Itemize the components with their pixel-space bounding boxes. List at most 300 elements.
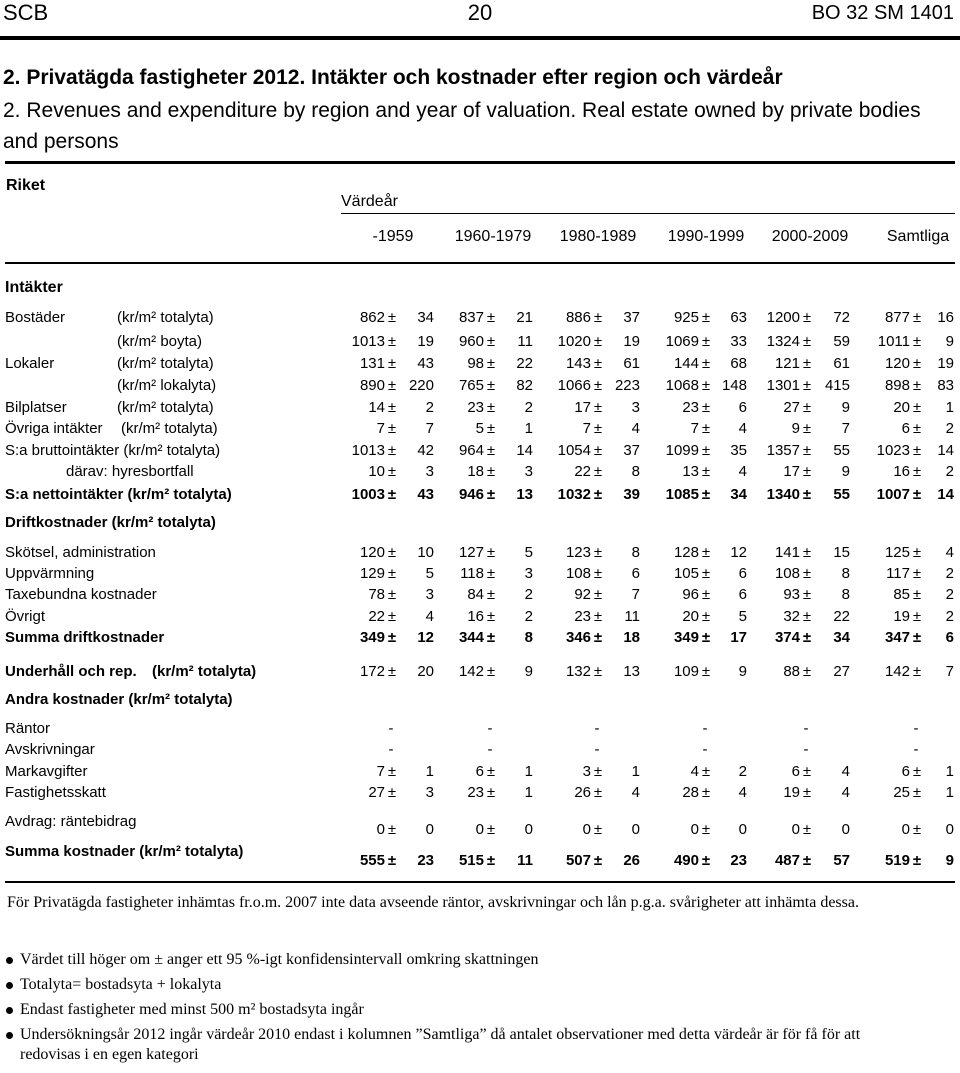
confidence-interval: 13: [623, 663, 640, 680]
plus-minus-sign: ±: [486, 821, 496, 838]
cell-value: 108: [774, 565, 800, 582]
cell-value: 4: [690, 763, 699, 780]
cell-value: 14: [368, 399, 385, 416]
cell-value: 28: [682, 784, 699, 801]
cell-value: 23: [467, 399, 484, 416]
plus-minus-sign: ±: [701, 852, 711, 869]
cell-value: 0: [376, 821, 385, 838]
row-label: Avdrag: räntebidrag: [5, 813, 137, 830]
cell-value: 0: [475, 821, 484, 838]
confidence-interval: 1: [945, 763, 954, 780]
cell-value: 1011: [877, 333, 910, 350]
plus-minus-sign: ±: [593, 463, 603, 480]
plus-minus-sign: ±: [912, 355, 922, 372]
cell-value: 144: [673, 355, 699, 372]
plus-minus-sign: ±: [387, 377, 397, 394]
plus-minus-sign: ±: [486, 763, 496, 780]
cell-value: 1054: [557, 442, 591, 459]
cell-value: 7: [582, 420, 591, 437]
cell-value: 121: [774, 355, 800, 372]
confidence-interval: 14: [937, 486, 954, 503]
cell-value: 10: [368, 463, 385, 480]
confidence-interval: 18: [623, 629, 640, 646]
cell-value: -: [594, 720, 600, 737]
cell-value: 837: [458, 309, 484, 326]
confidence-interval: 42: [417, 442, 434, 459]
row-unit: (kr/m² boyta): [117, 333, 203, 350]
confidence-interval: 7: [945, 663, 954, 680]
cell-value: 98: [467, 355, 484, 372]
cell-value: -: [388, 720, 394, 737]
table-row: [0, 813, 960, 840]
plus-minus-sign: ±: [701, 663, 711, 680]
confidence-interval: 0: [524, 821, 533, 838]
other-costs-heading: Andra kostnader (kr/m² totalyta): [5, 691, 233, 708]
cell-value: 17: [574, 399, 591, 416]
confidence-interval: 9: [841, 399, 850, 416]
row-unit: (kr/m² totalyta): [117, 355, 214, 372]
confidence-interval: 11: [517, 333, 533, 350]
cell-value: 487: [774, 852, 800, 869]
table-row: [0, 740, 960, 760]
confidence-interval: 3: [631, 399, 640, 416]
confidence-interval: 3: [524, 565, 533, 582]
cell-value: 27: [368, 784, 385, 801]
plus-minus-sign: ±: [387, 629, 397, 646]
plus-minus-sign: ±: [486, 544, 496, 561]
cell-value: 32: [783, 608, 800, 625]
confidence-interval: 415: [824, 377, 850, 394]
cell-value: 131: [359, 355, 385, 372]
cell-value: 6: [901, 763, 910, 780]
confidence-interval: 21: [516, 309, 533, 326]
cell-value: 890: [359, 377, 385, 394]
cell-value: 125: [884, 544, 910, 561]
plus-minus-sign: ±: [387, 442, 397, 459]
cell-value: -: [803, 741, 809, 758]
confidence-interval: 68: [730, 355, 747, 372]
confidence-interval: 2: [945, 608, 954, 625]
row-unit: (kr/m² totalyta): [117, 399, 214, 416]
cell-value: 142: [884, 663, 910, 680]
cell-value: -: [913, 741, 919, 758]
plus-minus-sign: ±: [701, 355, 711, 372]
plus-minus-sign: ±: [912, 852, 922, 869]
cell-value: 0: [901, 821, 910, 838]
confidence-interval: 6: [738, 586, 747, 603]
confidence-interval: 4: [631, 784, 640, 801]
column-header: 1980-1989: [559, 228, 637, 245]
plus-minus-sign: ±: [387, 399, 397, 416]
plus-minus-sign: ±: [486, 586, 496, 603]
row-label: Övriga intäkter: [5, 420, 103, 437]
plus-minus-sign: ±: [701, 463, 711, 480]
plus-minus-sign: ±: [802, 629, 812, 646]
table-row: [0, 843, 960, 871]
confidence-interval: 8: [631, 544, 640, 561]
confidence-interval: 12: [730, 544, 747, 561]
plus-minus-sign: ±: [486, 852, 496, 869]
plus-minus-sign: ±: [387, 333, 397, 350]
cell-value: 507: [565, 852, 591, 869]
plus-minus-sign: ±: [802, 420, 812, 437]
plus-minus-sign: ±: [486, 420, 496, 437]
cell-value: 344: [458, 629, 484, 646]
confidence-interval: 55: [833, 486, 850, 503]
cell-value: 765: [458, 377, 484, 394]
header-rule: [0, 36, 960, 40]
cell-value: 78: [368, 586, 385, 603]
plus-minus-sign: ±: [486, 355, 496, 372]
column-header: -1959: [372, 228, 414, 245]
report-id: BO 32 SM 1401: [811, 2, 954, 24]
plus-minus-sign: ±: [593, 355, 603, 372]
confidence-interval: 1: [524, 763, 533, 780]
cell-value: 20: [893, 399, 910, 416]
plus-minus-sign: ±: [593, 608, 603, 625]
plus-minus-sign: ±: [701, 565, 711, 582]
plus-minus-sign: ±: [701, 486, 711, 503]
row-label: Lokaler: [5, 355, 55, 372]
cell-value: 1099: [665, 442, 699, 459]
note-text: Värdet till höger om ± anger ett 95 %-igt konfidensintervall omkring skattningen: [20, 951, 539, 968]
cell-value: 108: [565, 565, 591, 582]
confidence-interval: 1: [945, 784, 954, 801]
cell-value: 18: [467, 463, 484, 480]
cell-value: 123: [565, 544, 591, 561]
confidence-interval: 6: [631, 565, 640, 582]
cell-value: 17: [783, 463, 800, 480]
confidence-interval: 72: [833, 309, 850, 326]
confidence-interval: 23: [417, 852, 434, 869]
cell-value: 925: [673, 309, 699, 326]
cell-value: 128: [673, 544, 699, 561]
plus-minus-sign: ±: [486, 463, 496, 480]
cell-value: -: [594, 741, 600, 758]
cell-value: 1066: [557, 377, 591, 394]
table-row: [0, 398, 960, 418]
confidence-interval: 9: [945, 852, 954, 869]
cell-value: -: [803, 720, 809, 737]
cell-value: 27: [783, 399, 800, 416]
cell-value: 0: [791, 821, 800, 838]
cell-value: 877: [884, 309, 910, 326]
confidence-interval: 2: [945, 586, 954, 603]
confidence-interval: 33: [730, 333, 747, 350]
confidence-interval: 2: [945, 463, 954, 480]
cell-value: 26: [574, 784, 591, 801]
confidence-interval: 61: [623, 355, 640, 372]
plus-minus-sign: ±: [802, 586, 812, 603]
plus-minus-sign: ±: [486, 784, 496, 801]
confidence-interval: 9: [841, 463, 850, 480]
confidence-interval: 2: [945, 565, 954, 582]
row-label: Skötsel, administration: [5, 544, 156, 561]
plus-minus-sign: ±: [387, 763, 397, 780]
plus-minus-sign: ±: [701, 763, 711, 780]
note-text: Endast fastigheter med minst 500 m² bostadsyta ingår: [20, 1001, 364, 1018]
plus-minus-sign: ±: [387, 355, 397, 372]
plus-minus-sign: ±: [486, 442, 496, 459]
plus-minus-sign: ±: [387, 463, 397, 480]
table-row: [0, 354, 960, 374]
confidence-interval: 59: [833, 333, 850, 350]
cell-value: 19: [893, 608, 910, 625]
row-label: S:a bruttointäkter (kr/m² totalyta): [5, 442, 221, 459]
cell-value: 349: [359, 629, 385, 646]
plus-minus-sign: ±: [593, 442, 603, 459]
row-label: S:a nettointäkter (kr/m² totalyta): [5, 486, 232, 503]
plus-minus-sign: ±: [387, 544, 397, 561]
page-number: 20: [467, 0, 493, 25]
plus-minus-sign: ±: [802, 763, 812, 780]
column-header: Samtliga: [886, 228, 950, 245]
cell-value: 1013: [351, 442, 385, 459]
cell-value: 105: [673, 565, 699, 582]
cell-value: 347: [884, 629, 910, 646]
confidence-interval: 8: [524, 629, 533, 646]
plus-minus-sign: ±: [486, 399, 496, 416]
plus-minus-sign: ±: [802, 852, 812, 869]
header-bottom-rule: [5, 262, 955, 264]
cell-value: 1069: [665, 333, 699, 350]
row-label: därav: hyresbortfall: [66, 463, 194, 480]
plus-minus-sign: ±: [802, 821, 812, 838]
note-text: Undersökningsår 2012 ingår värdeår 2010 endast i kolumnen ”Samtliga” då antalet observationer med detta värdeår är för få för att redovisas i en egen kategori: [20, 1026, 861, 1063]
confidence-interval: 43: [417, 486, 434, 503]
table-row: [0, 485, 960, 505]
cell-value: 16: [893, 463, 910, 480]
cell-value: 1023: [876, 442, 910, 459]
plus-minus-sign: ±: [701, 586, 711, 603]
column-group-rule: [341, 213, 955, 214]
note-text: Totalyta= bostadsyta + lokalyta: [20, 976, 222, 993]
plus-minus-sign: ±: [802, 333, 812, 350]
plus-minus-sign: ±: [387, 309, 397, 326]
cell-value: 1085: [665, 486, 699, 503]
cell-value: 7: [376, 763, 385, 780]
confidence-interval: 3: [425, 586, 434, 603]
confidence-interval: 4: [738, 420, 747, 437]
cell-value: -: [702, 720, 708, 737]
confidence-interval: 4: [738, 463, 747, 480]
confidence-interval: 2: [945, 420, 954, 437]
confidence-interval: 0: [425, 821, 434, 838]
bullet-icon: [6, 1032, 13, 1039]
plus-minus-sign: ±: [701, 377, 711, 394]
confidence-interval: 9: [738, 663, 747, 680]
confidence-interval: 13: [516, 486, 533, 503]
plus-minus-sign: ±: [593, 544, 603, 561]
confidence-interval: 12: [417, 629, 434, 646]
confidence-interval: 220: [408, 377, 434, 394]
cell-value: 515: [458, 852, 484, 869]
plus-minus-sign: ±: [802, 463, 812, 480]
confidence-interval: 19: [623, 333, 640, 350]
plus-minus-sign: ±: [701, 399, 711, 416]
plus-minus-sign: ±: [593, 377, 603, 394]
table-row: [0, 332, 960, 352]
cell-value: 862: [359, 309, 385, 326]
confidence-interval: 5: [738, 608, 747, 625]
table-row: [0, 543, 960, 563]
confidence-interval: 57: [833, 852, 850, 869]
cell-value: 117: [886, 565, 910, 582]
plus-minus-sign: ±: [912, 629, 922, 646]
confidence-interval: 7: [631, 586, 640, 603]
cell-value: 1200: [766, 309, 800, 326]
plus-minus-sign: ±: [912, 442, 922, 459]
cell-value: 96: [682, 586, 699, 603]
cell-value: 22: [368, 608, 385, 625]
confidence-interval: 15: [833, 544, 850, 561]
confidence-interval: 9: [945, 333, 954, 350]
table-row: [0, 783, 960, 803]
cell-value: 129: [359, 565, 385, 582]
cell-value: -: [702, 741, 708, 758]
table-row: [0, 564, 960, 584]
cell-value: 16: [467, 608, 484, 625]
confidence-interval: 6: [738, 399, 747, 416]
confidence-interval: 37: [623, 309, 640, 326]
plus-minus-sign: ±: [593, 763, 603, 780]
confidence-interval: 9: [524, 663, 533, 680]
plus-minus-sign: ±: [593, 663, 603, 680]
cell-value: 172: [359, 663, 385, 680]
cell-value: 1020: [557, 333, 591, 350]
plus-minus-sign: ±: [701, 309, 711, 326]
plus-minus-sign: ±: [387, 586, 397, 603]
cell-value: 120: [359, 544, 385, 561]
plus-minus-sign: ±: [387, 420, 397, 437]
confidence-interval: 223: [614, 377, 640, 394]
plus-minus-sign: ±: [912, 784, 922, 801]
row-unit: (kr/m² lokalyta): [117, 377, 217, 394]
confidence-interval: 2: [524, 399, 533, 416]
table-row: [0, 628, 960, 648]
cell-value: 5: [475, 420, 484, 437]
table-bottom-rule: [5, 881, 955, 883]
cell-value: 20: [682, 608, 699, 625]
plus-minus-sign: ±: [593, 629, 603, 646]
operating-costs-heading: Driftkostnader (kr/m² totalyta): [5, 514, 216, 531]
row-unit: (kr/m² totalyta): [121, 420, 218, 437]
cell-value: 19: [783, 784, 800, 801]
row-unit: (kr/m² totalyta): [117, 309, 214, 326]
table-row: [0, 585, 960, 605]
cell-value: 349: [673, 629, 699, 646]
table-top-rule: [5, 161, 955, 164]
cell-value: 6: [901, 420, 910, 437]
confidence-interval: 26: [623, 852, 640, 869]
confidence-interval: 34: [417, 309, 434, 326]
cell-value: 886: [565, 309, 591, 326]
confidence-interval: 19: [417, 333, 434, 350]
cell-value: 1013: [351, 333, 385, 350]
cell-value: 346: [565, 629, 591, 646]
plus-minus-sign: ±: [387, 663, 397, 680]
confidence-interval: 43: [417, 355, 434, 372]
confidence-interval: 39: [623, 486, 640, 503]
confidence-interval: 8: [631, 463, 640, 480]
confidence-interval: 5: [524, 544, 533, 561]
confidence-interval: 1: [524, 784, 533, 801]
cell-value: 143: [565, 355, 591, 372]
plus-minus-sign: ±: [912, 486, 922, 503]
title-english: 2. Revenues and expenditure by region and year of valuation. Real estate owned by private bodies and persons: [3, 99, 921, 153]
plus-minus-sign: ±: [912, 663, 922, 680]
plus-minus-sign: ±: [912, 544, 922, 561]
confidence-interval: 4: [738, 784, 747, 801]
confidence-interval: 55: [833, 442, 850, 459]
confidence-interval: 16: [937, 309, 954, 326]
plus-minus-sign: ±: [912, 333, 922, 350]
cell-value: 519: [884, 852, 910, 869]
table-row: [0, 762, 960, 782]
cell-value: 1007: [876, 486, 910, 503]
cell-value: 374: [774, 629, 800, 646]
cell-value: 88: [783, 663, 800, 680]
confidence-interval: 4: [841, 763, 850, 780]
confidence-interval: 23: [730, 852, 747, 869]
cell-value: -: [388, 741, 394, 758]
confidence-interval: 7: [841, 420, 850, 437]
plus-minus-sign: ±: [802, 309, 812, 326]
plus-minus-sign: ±: [387, 784, 397, 801]
column-header: 1990-1999: [667, 228, 745, 245]
cell-value: 3: [582, 763, 591, 780]
confidence-interval: 0: [738, 821, 747, 838]
plus-minus-sign: ±: [912, 608, 922, 625]
cell-value: 1068: [665, 377, 699, 394]
confidence-interval: 3: [425, 784, 434, 801]
confidence-interval: 35: [730, 442, 747, 459]
cell-value: 9: [791, 420, 800, 437]
plus-minus-sign: ±: [387, 608, 397, 625]
cell-value: 7: [690, 420, 699, 437]
confidence-interval: 19: [937, 355, 954, 372]
plus-minus-sign: ±: [701, 544, 711, 561]
table-row: [0, 441, 960, 461]
table-row: [0, 662, 960, 682]
confidence-interval: 0: [841, 821, 850, 838]
plus-minus-sign: ±: [701, 784, 711, 801]
cell-value: -: [487, 741, 493, 758]
plus-minus-sign: ±: [387, 821, 397, 838]
plus-minus-sign: ±: [802, 608, 812, 625]
plus-minus-sign: ±: [802, 565, 812, 582]
plus-minus-sign: ±: [593, 333, 603, 350]
confidence-interval: 34: [730, 486, 747, 503]
bullet-icon: [6, 957, 13, 964]
plus-minus-sign: ±: [486, 377, 496, 394]
row-label: Summa driftkostnader: [5, 629, 165, 646]
confidence-interval: 20: [417, 663, 434, 680]
income-heading: Intäkter: [5, 279, 63, 296]
plus-minus-sign: ±: [701, 629, 711, 646]
row-label: Bostäder: [5, 309, 66, 326]
table-row: [0, 308, 960, 328]
plus-minus-sign: ±: [912, 565, 922, 582]
cell-value: 6: [791, 763, 800, 780]
table-row: [0, 376, 960, 396]
plus-minus-sign: ±: [593, 486, 603, 503]
cell-value: 93: [783, 586, 800, 603]
plus-minus-sign: ±: [912, 586, 922, 603]
cell-value: 23: [682, 399, 699, 416]
cell-value: -: [913, 720, 919, 737]
cell-value: 132: [565, 663, 591, 680]
